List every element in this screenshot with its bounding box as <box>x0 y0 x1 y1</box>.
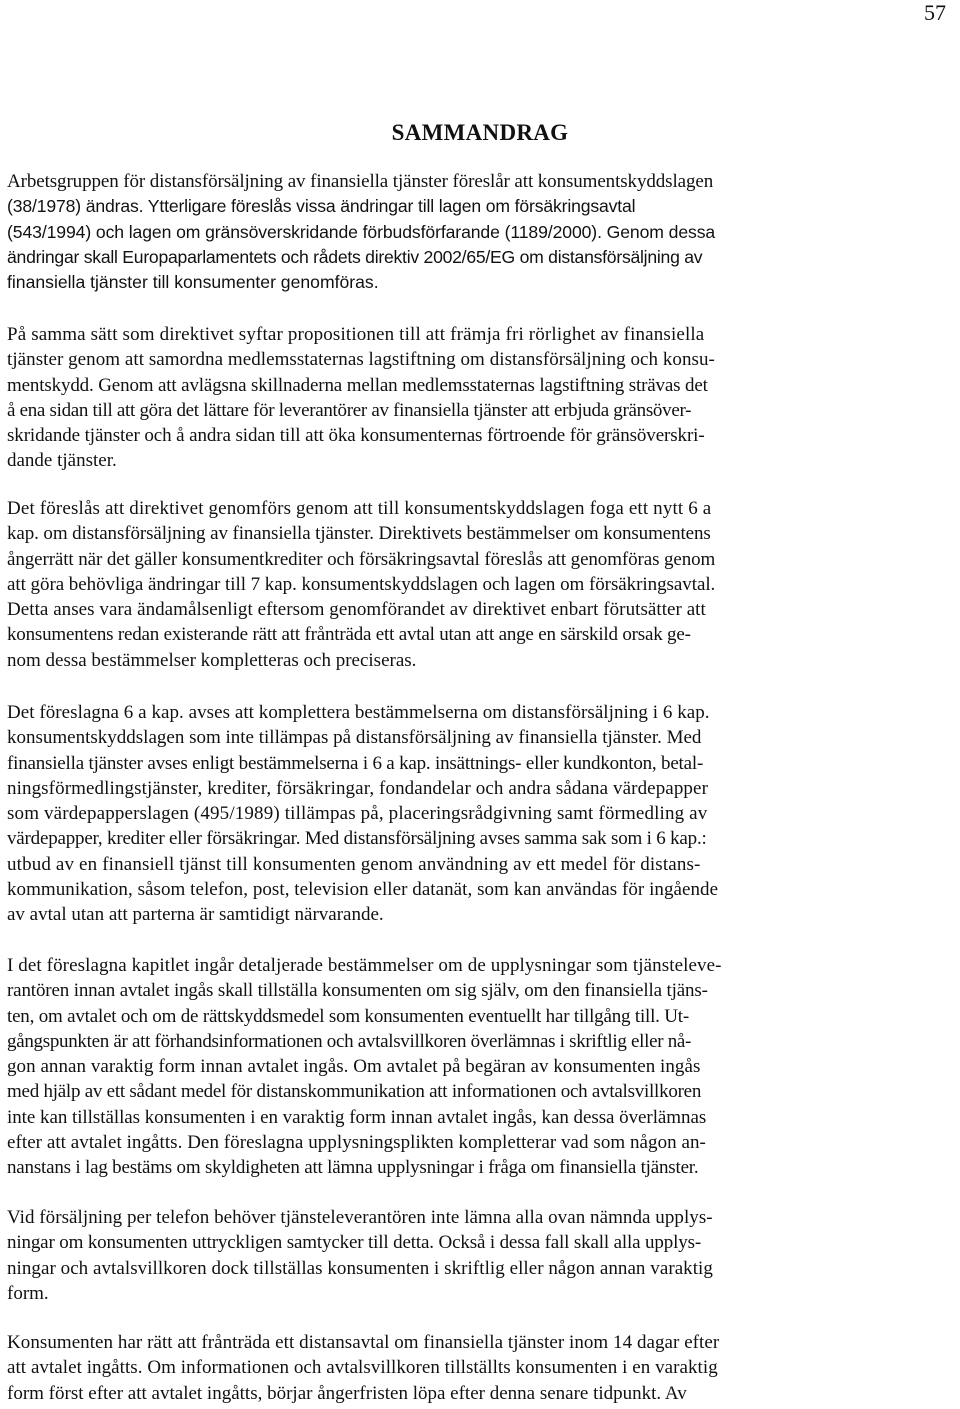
paragraph-line: konsumentskyddslagen som inte tillämpas på distansförsäljning av finansiella tjänster. Med <box>7 727 702 749</box>
paragraph-line: Arbetsgruppen för distansförsäljning av finansiella tjänster föreslår att konsumentskyddslagen <box>7 171 714 192</box>
paragraph-line: mentskydd. Genom att avlägsna skillnaderna mellan medlemsstaternas lagstiftning strävas det <box>7 374 708 396</box>
paragraph-line: rantören innan avtalet ingås skall tillställa konsumenten om sig själv, om den finansiella tjäns- <box>7 980 708 1002</box>
paragraph-line: av avtal utan att parterna är samtidigt närvarande. <box>7 904 384 926</box>
paragraph-line: dande tjänster. <box>7 450 117 472</box>
paragraph-line: å ena sidan till att göra det lättare för leverantörer av finansiella tjänster att erbjuda gränsöver- <box>7 399 692 421</box>
paragraph-line: ningsförmedlingstjänster, krediter, försäkringar, fondandelar och andra sådana värdepapper <box>7 777 708 799</box>
paragraph-line: Vid försäljning per telefon behöver tjänsteleverantören inte lämna alla ovan nämnda upplys- <box>7 1207 713 1228</box>
paragraph-line: finansiella tjänster till konsumenter genomföras. <box>7 272 379 293</box>
paragraph-5 <box>7 953 722 1181</box>
paragraph-6 <box>7 1205 713 1306</box>
paragraph-line: Konsumenten har rätt att frånträda ett distansavtal om finansiella tjänster inom 14 dagar efter <box>7 1332 720 1353</box>
paragraph-line: form först efter att avtalet ingåtts, börjar ångerfristen löpa efter denna senare tidpunkt. Av <box>7 1382 687 1404</box>
paragraph-line: som värdepapperslagen (495/1989) tillämpas på, placeringsrådgivning samt förmedling av <box>7 803 708 825</box>
paragraph-3 <box>7 496 715 673</box>
paragraph-line: I det föreslagna kapitlet ingår detaljerade bestämmelser om de upplysningar som tjänsteleve- <box>7 955 722 976</box>
paragraph-1 <box>7 169 715 295</box>
paragraph-line: efter att avtalet ingåtts. Den föreslagna upplysningsplikten kompletterar vad som någon an- <box>7 1132 706 1154</box>
paragraph-line: utbud av en finansiell tjänst till konsumenten genom användning av ett medel för distans- <box>7 853 701 875</box>
paragraph-4 <box>7 700 718 928</box>
paragraph-line: konsumentens redan existerande rätt att frånträda ett avtal utan att ange en särskild orsak ge- <box>7 624 691 646</box>
paragraph-line: värdepapper, krediter eller försäkringar. Med distansförsäljning avses samma sak som i 6 kap.: <box>7 828 707 850</box>
paragraph-2 <box>7 322 715 474</box>
paragraph-line: På samma sätt som direktivet syftar propositionen till att främja fri rörlighet av finansiella <box>7 324 705 345</box>
paragraph-line: kommunikation, såsom telefon, post, television eller datanät, som kan användas för ingående <box>7 879 719 901</box>
paragraph-line: Det föreslås att direktivet genomförs genom att till konsumentskyddslagen foga ett nytt 6 a <box>7 498 712 519</box>
paragraph-line: skridande tjänster och å andra sidan till att öka konsumenternas förtroende för gränsöverskri- <box>7 425 705 447</box>
paragraph-line: kap. om distansförsäljning av finansiella tjänster. Direktivets bestämmelser om konsumentens <box>7 523 711 545</box>
paragraph-line: ningar om konsumenten uttryckligen samtycker till detta. Också i dessa fall skall alla upplys- <box>7 1232 702 1254</box>
paragraph-line: form. <box>7 1282 49 1304</box>
paragraph-line: finansiella tjänster avses enligt bestämmelserna i 6 a kap. insättnings- eller kundkonton, betal- <box>7 752 704 774</box>
paragraph-line: nanstans i lag bestäms om skyldigheten att lämna upplysningar i fråga om finansiella tjänster. <box>7 1157 699 1179</box>
paragraph-line: Det föreslagna 6 a kap. avses att komplettera bestämmelserna om distansförsäljning i 6 kap. <box>7 702 710 723</box>
page-heading: SAMMANDRAG <box>391 120 569 145</box>
paragraph-line: att avtalet ingåtts. Om informationen och avtalsvillkoren tillställts konsumenten i en varaktig <box>7 1357 718 1379</box>
paragraph-line: (38/1978) ändras. Ytterligare föreslås vissa ändringar till lagen om försäkringsavtal <box>7 196 636 217</box>
paragraph-line: (543/1994) och lagen om gränsöverskridande förbudsförfarande (1189/2000). Genom dessa <box>7 221 716 242</box>
paragraph-line: inte kan tillställas konsumenten i en varaktig form innan avtalet ingås, kan dessa överlämnas <box>7 1106 707 1128</box>
paragraph-line: ten, om avtalet och om de rättskyddsmedel som konsumenten eventuellt har tillgång till. Ut- <box>7 1005 690 1027</box>
paragraph-line: gon annan varaktig form innan avtalet ingås. Om avtalet på begäran av konsumenten ingås <box>7 1056 701 1078</box>
paragraph-line: gångspunkten är att förhandsinformationen och avtalsvillkoren överlämnas i skriftlig eller nå- <box>7 1030 692 1052</box>
paragraph-line: att göra behövliga ändringar till 7 kap. konsumentskyddslagen och lagen om försäkringsavtal. <box>7 573 716 595</box>
paragraph-line: ningar och avtalsvillkoren dock tillställas konsumenten i skriftlig eller någon annan varaktig <box>7 1257 713 1279</box>
paragraph-line: med hjälp av ett sådant medel för distanskommunikation att informationen och avtalsvillkoren <box>7 1081 702 1103</box>
paragraph-line: ändringar skall Europaparlamentets och rådets direktiv 2002/65/EG om distansförsäljning av <box>7 246 703 267</box>
paragraph-line: Detta anses vara ändamålsenligt eftersom genomförandet av direktivet enbart förutsätter att <box>7 599 706 621</box>
paragraph-line: tjänster genom att samordna medlemsstaternas lagstiftning om distansförsäljning och konsu- <box>7 349 715 371</box>
paragraph-7 <box>7 1330 719 1406</box>
paragraph-line: ångerrätt när det gäller konsumentkrediter och försäkringsavtal föreslås att genomföras genom <box>7 548 716 570</box>
page-number: 57 <box>924 0 946 25</box>
paragraph-line: nom dessa bestämmelser kompletteras och preciseras. <box>7 649 417 671</box>
